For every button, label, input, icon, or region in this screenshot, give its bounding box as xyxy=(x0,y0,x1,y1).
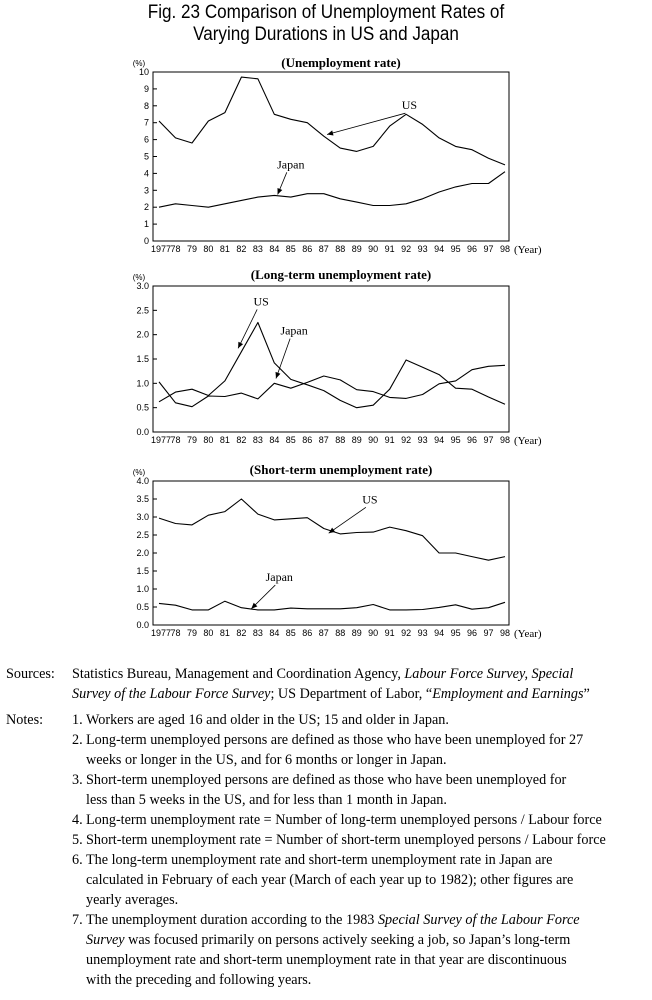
x-tick-label: 94 xyxy=(434,628,445,638)
annotation-arrow-line xyxy=(329,507,366,533)
y-tick-label: 0 xyxy=(143,236,149,246)
y-tick-label: 3.0 xyxy=(136,281,149,291)
series-line-us xyxy=(159,323,505,408)
x-tick-label: 91 xyxy=(384,244,395,254)
y-tick-label: 2.0 xyxy=(136,548,149,558)
x-axis-label: (Year) xyxy=(514,244,542,256)
x-tick-label: 91 xyxy=(384,628,395,638)
x-tick-label: 78 xyxy=(170,244,181,254)
x-tick-label: 83 xyxy=(252,244,263,254)
series-line-japan xyxy=(159,172,505,208)
x-tick-label: 94 xyxy=(434,244,445,254)
y-tick-label: 0.5 xyxy=(136,602,149,612)
note-text: yearly averages. xyxy=(86,892,179,908)
series-label-us: US xyxy=(362,492,378,507)
arrowhead-icon xyxy=(276,372,281,379)
y-tick-label: 7 xyxy=(143,117,149,128)
series-line-japan xyxy=(159,601,505,610)
x-tick-label: 79 xyxy=(186,628,197,638)
x-tick-label: 80 xyxy=(203,435,214,445)
note-text: Short-term unemployment rate = Number of short-term unemployed persons / Labour force xyxy=(86,832,606,848)
notes-section xyxy=(6,664,650,990)
x-tick-label: 81 xyxy=(219,435,230,445)
note-text: The unemployment duration according to the 1983 xyxy=(86,912,378,928)
x-tick-label: 1977 xyxy=(150,435,172,445)
plot-frame xyxy=(153,72,509,241)
sources-text-part: Statistics Bureau, Management and Coordination Agency, xyxy=(72,666,405,682)
notes-label: Notes: xyxy=(6,712,44,728)
chart-title: (Long-term unemployment rate) xyxy=(250,267,432,282)
chart-unemployment-rate xyxy=(133,55,542,256)
x-tick-label: 84 xyxy=(269,628,280,638)
x-tick-label: 88 xyxy=(335,435,346,445)
x-tick-label: 88 xyxy=(335,628,346,638)
x-tick-label: 86 xyxy=(302,435,313,445)
series-label-japan: Japan xyxy=(265,570,293,585)
series-label-us: US xyxy=(253,294,269,309)
x-tick-label: 1977 xyxy=(150,244,172,254)
x-tick-label: 81 xyxy=(219,628,230,638)
figure-title-line-1: Fig. 23 Comparison of Unemployment Rates of xyxy=(147,2,505,23)
y-tick-label: 4.0 xyxy=(136,476,149,486)
annotation-arrow-line xyxy=(276,339,290,379)
y-tick-label: 1.5 xyxy=(136,566,149,576)
x-tick-label: 97 xyxy=(483,244,494,254)
y-tick-label: 0.0 xyxy=(136,620,149,630)
x-tick-label: 93 xyxy=(417,244,428,254)
x-tick-label: 97 xyxy=(483,628,494,638)
chart-long-term-unemployment-rate xyxy=(133,267,542,447)
sources xyxy=(6,664,650,704)
note-text: Short-term unemployed persons are defined as those who have been unemployed for xyxy=(86,772,567,788)
sources-label: Sources: xyxy=(6,666,55,682)
x-tick-label: 87 xyxy=(318,435,329,445)
x-tick-label: 90 xyxy=(368,628,379,638)
y-tick-label: 4 xyxy=(143,168,149,179)
x-tick-label: 80 xyxy=(203,628,214,638)
y-tick-label: 1.0 xyxy=(136,584,149,594)
note-item xyxy=(72,730,650,770)
x-tick-label: 90 xyxy=(368,435,379,445)
x-tick-label: 84 xyxy=(269,244,280,254)
x-axis-label: (Year) xyxy=(514,628,542,640)
note-number: 5. xyxy=(72,832,83,848)
note-number: 1. xyxy=(72,712,83,728)
x-axis-label: (Year) xyxy=(514,435,542,447)
x-tick-label: 90 xyxy=(368,244,379,254)
note-text: weeks or longer in the US, and for 6 months or longer in Japan. xyxy=(86,752,447,768)
note-number: 2. xyxy=(72,732,83,748)
y-tick-label: 1.0 xyxy=(136,378,149,389)
note-text: The long-term unemployment rate and short-term unemployment rate in Japan are xyxy=(86,852,553,868)
note-item xyxy=(72,910,650,990)
x-tick-label: 82 xyxy=(236,628,247,638)
x-tick-label: 89 xyxy=(351,244,362,254)
y-tick-label: 3.5 xyxy=(136,494,149,504)
x-tick-label: 89 xyxy=(351,628,362,638)
x-tick-label: 96 xyxy=(467,435,478,445)
chart-short-term-unemployment-rate xyxy=(133,462,542,640)
y-tick-label: 10 xyxy=(138,67,149,77)
x-tick-label: 96 xyxy=(467,244,478,254)
x-tick-label: 83 xyxy=(252,435,263,445)
sources-text-part: ; US Department of Labor, “ xyxy=(270,686,433,702)
note-text: was focused primarily on persons actively seeking a job, so Japan’s long-term xyxy=(124,932,571,948)
note-item xyxy=(72,710,650,730)
y-tick-label: 8 xyxy=(143,100,149,111)
x-tick-label: 84 xyxy=(269,435,280,445)
x-tick-label: 82 xyxy=(236,244,247,254)
x-tick-label: 80 xyxy=(203,244,214,254)
x-tick-label: 83 xyxy=(252,628,263,638)
x-tick-label: 89 xyxy=(351,435,362,445)
y-tick-label: 2.5 xyxy=(136,305,149,316)
plot-frame xyxy=(153,286,509,432)
note-text: Long-term unemployment rate = Number of long-term unemployed persons / Labour force xyxy=(86,812,602,828)
x-tick-label: 81 xyxy=(219,244,230,254)
series-line-us xyxy=(159,77,505,165)
note-number: 7. xyxy=(72,912,83,928)
note-text: less than 5 weeks in the US, and for less than 1 month in Japan. xyxy=(86,792,447,808)
arrowhead-icon xyxy=(327,130,333,135)
sources-text-part: ” xyxy=(583,686,590,702)
note-item xyxy=(72,810,650,830)
note-text: with the preceding and following years. xyxy=(86,972,312,988)
y-tick-label: 2 xyxy=(143,202,149,213)
x-tick-label: 88 xyxy=(335,244,346,254)
note-number: 4. xyxy=(72,812,83,828)
x-tick-label: 92 xyxy=(401,435,412,445)
y-axis-unit: (%) xyxy=(132,59,146,68)
sources-text-italic: Labour Force Survey, Special xyxy=(404,666,574,682)
note-item xyxy=(72,770,650,810)
note-number: 3. xyxy=(72,772,83,788)
note-item xyxy=(72,830,650,850)
x-tick-label: 86 xyxy=(302,244,313,254)
x-tick-label: 86 xyxy=(302,628,313,638)
x-tick-label: 98 xyxy=(499,435,511,445)
y-tick-label: 6 xyxy=(143,134,149,145)
sources-text-italic: Employment and Earnings xyxy=(432,686,584,702)
x-tick-label: 98 xyxy=(499,244,511,254)
figure-title-line-2: Varying Durations in US and Japan xyxy=(193,24,459,45)
x-tick-label: 95 xyxy=(450,435,461,445)
x-tick-label: 93 xyxy=(417,628,428,638)
series-label-us: US xyxy=(401,98,418,113)
y-tick-label: 1.5 xyxy=(136,354,149,364)
y-tick-label: 0.0 xyxy=(136,427,149,437)
x-tick-label: 87 xyxy=(318,628,329,638)
chart-title: (Unemployment rate) xyxy=(281,55,401,70)
x-tick-label: 79 xyxy=(186,244,197,254)
x-tick-label: 91 xyxy=(384,435,395,445)
series-label-japan: Japan xyxy=(280,323,308,338)
y-tick-label: 2.5 xyxy=(136,530,149,540)
notes xyxy=(6,710,650,990)
x-tick-label: 93 xyxy=(417,435,428,445)
x-tick-label: 92 xyxy=(401,244,412,254)
chart-title: (Short-term unemployment rate) xyxy=(249,462,433,477)
x-tick-label: 1977 xyxy=(150,628,172,638)
y-tick-label: 0.5 xyxy=(136,402,149,413)
x-tick-label: 96 xyxy=(467,628,478,638)
x-tick-label: 98 xyxy=(499,628,511,638)
note-text: Workers are aged 16 and older in the US; 15 and older in Japan. xyxy=(86,712,449,728)
y-axis-unit: (%) xyxy=(132,468,146,477)
x-tick-label: 87 xyxy=(318,244,329,254)
notes-list xyxy=(72,710,650,990)
y-tick-label: 5 xyxy=(143,151,149,162)
note-text-italic: Special Survey of the Labour Force xyxy=(377,912,580,928)
sources-text-italic: Survey of the Labour Force Survey xyxy=(72,686,271,702)
x-tick-label: 85 xyxy=(285,628,296,638)
x-tick-label: 78 xyxy=(170,435,181,445)
x-tick-label: 92 xyxy=(401,628,412,638)
x-tick-label: 85 xyxy=(285,244,296,254)
note-text: calculated in February of each year (March of each year up to 1982); other figures are xyxy=(86,872,574,888)
x-tick-label: 79 xyxy=(186,435,197,445)
note-text: Long-term unemployed persons are defined as those who have been unemployed for 27 xyxy=(86,732,584,748)
x-tick-label: 82 xyxy=(236,435,247,445)
x-tick-label: 78 xyxy=(170,628,181,638)
x-tick-label: 95 xyxy=(450,628,461,638)
y-tick-label: 3.0 xyxy=(136,512,149,522)
sources-text xyxy=(72,664,650,704)
y-tick-label: 1 xyxy=(143,219,149,230)
note-number: 6. xyxy=(72,852,83,868)
y-tick-label: 3 xyxy=(143,185,149,196)
x-tick-label: 97 xyxy=(483,435,494,445)
y-tick-label: 2.0 xyxy=(136,329,149,340)
y-tick-label: 9 xyxy=(143,83,149,94)
note-text-italic: Survey xyxy=(86,932,125,948)
note-text: unemployment rate and short-term unemployment rate in that year are discontinuous xyxy=(86,952,567,968)
x-tick-label: 95 xyxy=(450,244,461,254)
x-tick-label: 85 xyxy=(285,435,296,445)
y-axis-unit: (%) xyxy=(132,273,146,282)
note-item xyxy=(72,850,650,910)
x-tick-label: 94 xyxy=(434,435,445,445)
series-label-japan: Japan xyxy=(277,157,305,172)
